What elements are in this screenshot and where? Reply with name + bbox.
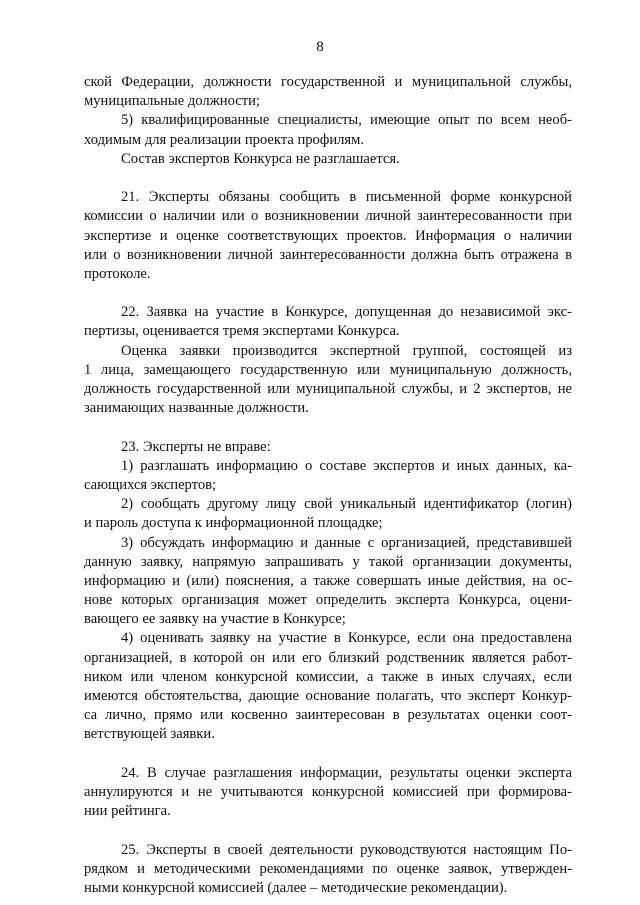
text-line: 25. Эксперты в своей деятельности руководствуются настоящим По-	[121, 841, 572, 858]
text-line: 1) разглашать информацию о составе экспертов и иных данных, ка-	[121, 457, 572, 474]
text-line: организацией, в которой он или его близкий родственник является работ-	[84, 649, 572, 666]
text-line: ской Федерации, должности государственной и муниципальной службы,	[84, 74, 572, 90]
text-line: 4) оценивать заявку на участие в Конкурсе, если она предоставлена	[121, 630, 572, 647]
text-line: рядком и методическими рекомендациями по оценке заявок, утвержден-	[84, 860, 572, 877]
text-line: или о возникновении личной заинтересованности должна быть отражена в	[84, 246, 572, 263]
text-line: пертизы, оценивается тремя экспертами Конкурса.	[84, 323, 400, 340]
text-line: Состав экспертов Конкурса не разглашается.	[121, 150, 400, 167]
text-line: 2) сообщать другому лицу свой уникальный идентификатор (логин)	[121, 496, 572, 513]
text-line: нове которых организация может определить эксперта Конкурса, оцени-	[84, 592, 572, 609]
text-line: 3) обсуждать информацию и данные с организацией, представившей	[121, 534, 572, 551]
text-line: сающихся экспертов;	[84, 476, 217, 493]
text-line: аннулируются и не учитываются конкурсной комиссией при формирова-	[84, 783, 572, 800]
text-line: ветствующей заявки.	[84, 726, 215, 743]
text-line: Оценка заявки производится экспертной группой, состоящей из	[121, 342, 572, 359]
text-line: имеются обстоятельства, дающие основание полагать, что эксперт Конкур-	[84, 688, 572, 704]
text-line: протоколе.	[84, 265, 151, 282]
paragraph-gap	[84, 169, 572, 188]
text-line: экспертизе и оценке соответствующих проектов. Информация о наличии	[84, 227, 572, 244]
text-line: 21. Эксперты обязаны сообщить в письменной форме конкурсной	[121, 189, 572, 206]
text-line: 23. Эксперты не вправе:	[121, 438, 271, 455]
text-line: комиссии о наличии или о возникновении личной заинтересованности при	[84, 208, 572, 225]
text-line: 22. Заявка на участие в Конкурсе, допущенная до независимой экс-	[121, 304, 572, 321]
text-line: нии рейтинга.	[84, 803, 171, 820]
text-line: 1 лица, замещающего государственную или муниципальную должность,	[84, 361, 572, 378]
text-line: муниципальные должности;	[84, 93, 260, 110]
text-line: ником или членом конкурсной комиссии, а также в иных случаях, если	[84, 668, 572, 685]
text-line: должность государственной или муниципальной службы, и 2 экспертов, не	[84, 381, 572, 397]
text-line: занимающих названные должности.	[84, 400, 309, 417]
text-line: данную заявку, напрямую запрашивать у такой организации документы,	[84, 553, 572, 570]
paragraph-gap	[84, 284, 572, 303]
paragraph-gap	[84, 821, 572, 840]
text-line: вающего ее заявку на участие в Конкурсе;	[84, 611, 346, 628]
page-number: 8	[316, 39, 324, 55]
text-line: информацию и (или) пояснения, а также совершать иные действия, на ос-	[84, 572, 572, 589]
text-line: 24. В случае разглашения информации, результаты оценки эксперта	[121, 764, 572, 781]
text-line: са лично, прямо или косвенно заинтересован в результатах оценки соот-	[84, 707, 572, 724]
document-body	[84, 73, 572, 898]
paragraph-gap	[84, 418, 572, 437]
paragraph-gap	[84, 745, 572, 764]
text-line: ными конкурсной комиссией (далее – методические рекомендации).	[84, 879, 508, 896]
text-line: 5) квалифицированные специалисты, имеющие опыт по всем необ-	[121, 112, 572, 129]
text-line: и пароль доступа к информационной площадке;	[84, 515, 383, 532]
text-line: ходимым для реализации проекта профилям.	[84, 131, 365, 148]
